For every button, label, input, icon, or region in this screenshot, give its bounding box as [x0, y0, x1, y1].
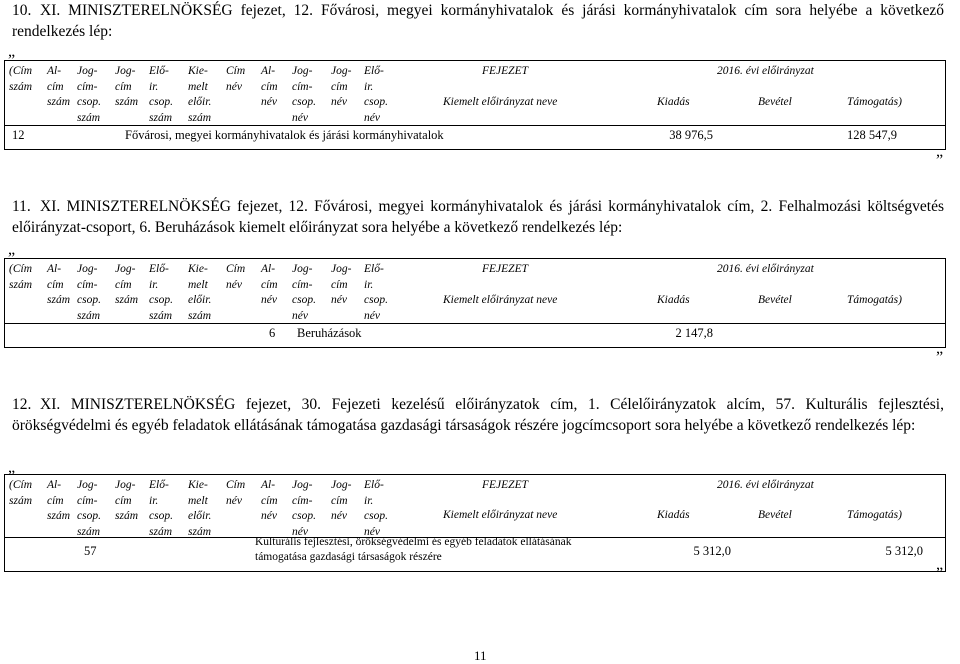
header-jogcimcsop-nev: Jog- cím- csop. név: [292, 479, 316, 538]
header-jogcim-szam: Jog- cím szám: [115, 263, 139, 306]
header-eloircsop-szam: Elő- ir. csop. szám: [149, 479, 173, 538]
row-kiadas: 5 312,0: [693, 544, 731, 558]
header-jogcim-nev: Jog- cím név: [331, 65, 352, 108]
header-alcim-nev: Al- cím név: [261, 479, 278, 522]
header-jogcimcsop-nev: Jog- cím- csop. név: [292, 65, 316, 124]
row-tamogatas: 5 312,0: [885, 544, 923, 558]
header-fejezet: FEJEZET: [482, 479, 528, 491]
header-fejezet: FEJEZET: [482, 263, 528, 275]
row-name-line-2: támogatása gazdasági társaságok részére: [255, 551, 442, 563]
header-jogcim-nev: Jog- cím név: [331, 479, 352, 522]
header-year: 2016. évi előirányzat: [717, 65, 814, 77]
header-jogcimcsop-szam: Jog- cím- csop. szám: [77, 263, 101, 322]
header-kiemelt-neve: Kiemelt előirányzat neve: [443, 294, 558, 306]
header-cim-nev: Cím név: [226, 263, 246, 291]
header-jogcimcsop-szam: Jog- cím- csop. szám: [77, 479, 101, 538]
header-kiemelt-szam: Kie- melt előir. szám: [188, 65, 212, 124]
header-jogcim-szam: Jog- cím szám: [115, 65, 139, 108]
header-cim-szam: (Cím szám: [9, 479, 33, 507]
open-quote: „: [8, 241, 16, 258]
paragraph-text: XI. MINISZTERELNÖKSÉG fejezet, 12. Fővárosi, megyei kormányhivatalok és járási kormányhivatalok cím, 2. Felhalmozási költségvetés előirányzat-csoport, 6. Beruházások kiemelt előirányzat sora helyébe a következő rendelkezés lép:: [12, 198, 944, 236]
header-year: 2016. évi előirányzat: [717, 479, 814, 491]
header-kiemelt-neve: Kiemelt előirányzat neve: [443, 509, 558, 521]
row-name-line-1: Kulturális fejlesztési, örökségvédelmi és egyéb feladatok ellátásának: [255, 536, 572, 548]
row-kiadas: 38 976,5: [669, 128, 713, 142]
paragraph-11: [12, 196, 944, 238]
header-eloircsop-nev: Elő- ir. csop. név: [364, 263, 388, 322]
header-eloircsop-nev: Elő- ir. csop. név: [364, 479, 388, 538]
row-name: Beruházások: [297, 326, 362, 340]
header-jogcimcsop-nev: Jog- cím- csop. név: [292, 263, 316, 322]
paragraph-text: XI. MINISZTERELNÖKSÉG fejezet, 30. Fejezeti kezelésű előirányzatok cím, 1. Célelőirányzatok alcím, 57. Kulturális fejlesztési, örökségvédelmi és egyéb feladatok ellátásának támogatása gazdasági társaságok részére jogcímcsoport sora helyébe a következő rendelkezés lép:: [12, 396, 944, 434]
header-alcim-nev: Al- cím név: [261, 263, 278, 306]
open-quote: „: [8, 459, 16, 476]
header-alcim-szam: Al- cím szám: [47, 479, 71, 522]
row-bevetel: 128 547,9: [847, 128, 897, 142]
header-eloircsop-nev: Elő- ir. csop. név: [364, 65, 388, 124]
header-cim-szam: (Cím szám: [9, 263, 33, 291]
header-jogcim-nev: Jog- cím név: [331, 263, 352, 306]
header-alcim-szam: Al- cím szám: [47, 263, 71, 306]
header-kiemelt-szam: Kie- melt előir. szám: [188, 479, 212, 538]
close-quote: ”: [936, 565, 944, 582]
row-code: 57: [84, 544, 97, 558]
close-quote: ”: [936, 349, 944, 366]
header-bevetel: Bevétel: [758, 96, 792, 108]
header-jogcim-szam: Jog- cím szám: [115, 479, 139, 522]
paragraph-number: 12.: [12, 396, 32, 413]
header-tamogatas: Támogatás): [847, 509, 902, 521]
header-eloircsop-szam: Elő- ir. csop. szám: [149, 263, 173, 322]
header-alcim-nev: Al- cím név: [261, 65, 278, 108]
header-cim-nev: Cím név: [226, 479, 246, 507]
header-bevetel: Bevétel: [758, 294, 792, 306]
header-kiadas: Kiadás: [657, 96, 690, 108]
paragraph-number: 11.: [12, 198, 31, 215]
appropriation-table-1: [4, 60, 946, 150]
appropriation-table-2: [4, 258, 946, 348]
header-year: 2016. évi előirányzat: [717, 263, 814, 275]
header-tamogatas: Támogatás): [847, 96, 902, 108]
appropriation-table-3: [4, 474, 946, 572]
page-number: 11: [474, 648, 487, 663]
header-jogcimcsop-szam: Jog- cím- csop. szám: [77, 65, 101, 124]
paragraph-12: [12, 394, 944, 436]
close-quote: ”: [936, 152, 944, 169]
paragraph-number: 10.: [12, 2, 32, 19]
header-alcim-szam: Al- cím szám: [47, 65, 71, 108]
row-kiadas: 2 147,8: [675, 326, 713, 340]
header-eloircsop-szam: Elő- ir. csop. szám: [149, 65, 173, 124]
header-tamogatas: Támogatás): [847, 294, 902, 306]
paragraph-10: [12, 0, 944, 42]
row-code: 12: [12, 128, 25, 142]
row-name: Fővárosi, megyei kormányhivatalok és járási kormányhivatalok: [125, 128, 444, 142]
header-kiadas: Kiadás: [657, 294, 690, 306]
row-code: 6: [269, 326, 276, 340]
header-bevetel: Bevétel: [758, 509, 792, 521]
header-kiadas: Kiadás: [657, 509, 690, 521]
header-cim-szam: (Cím szám: [9, 65, 33, 93]
header-kiemelt-neve: Kiemelt előirányzat neve: [443, 96, 558, 108]
header-fejezet: FEJEZET: [482, 65, 528, 77]
open-quote: „: [8, 43, 16, 60]
header-cim-nev: Cím név: [226, 65, 246, 93]
header-kiemelt-szam: Kie- melt előir. szám: [188, 263, 212, 322]
paragraph-text: XI. MINISZTERELNÖKSÉG fejezet, 12. Fővárosi, megyei kormányhivatalok és járási kormányhivatalok cím sora helyébe a következő rendelkezés lép:: [12, 2, 944, 40]
